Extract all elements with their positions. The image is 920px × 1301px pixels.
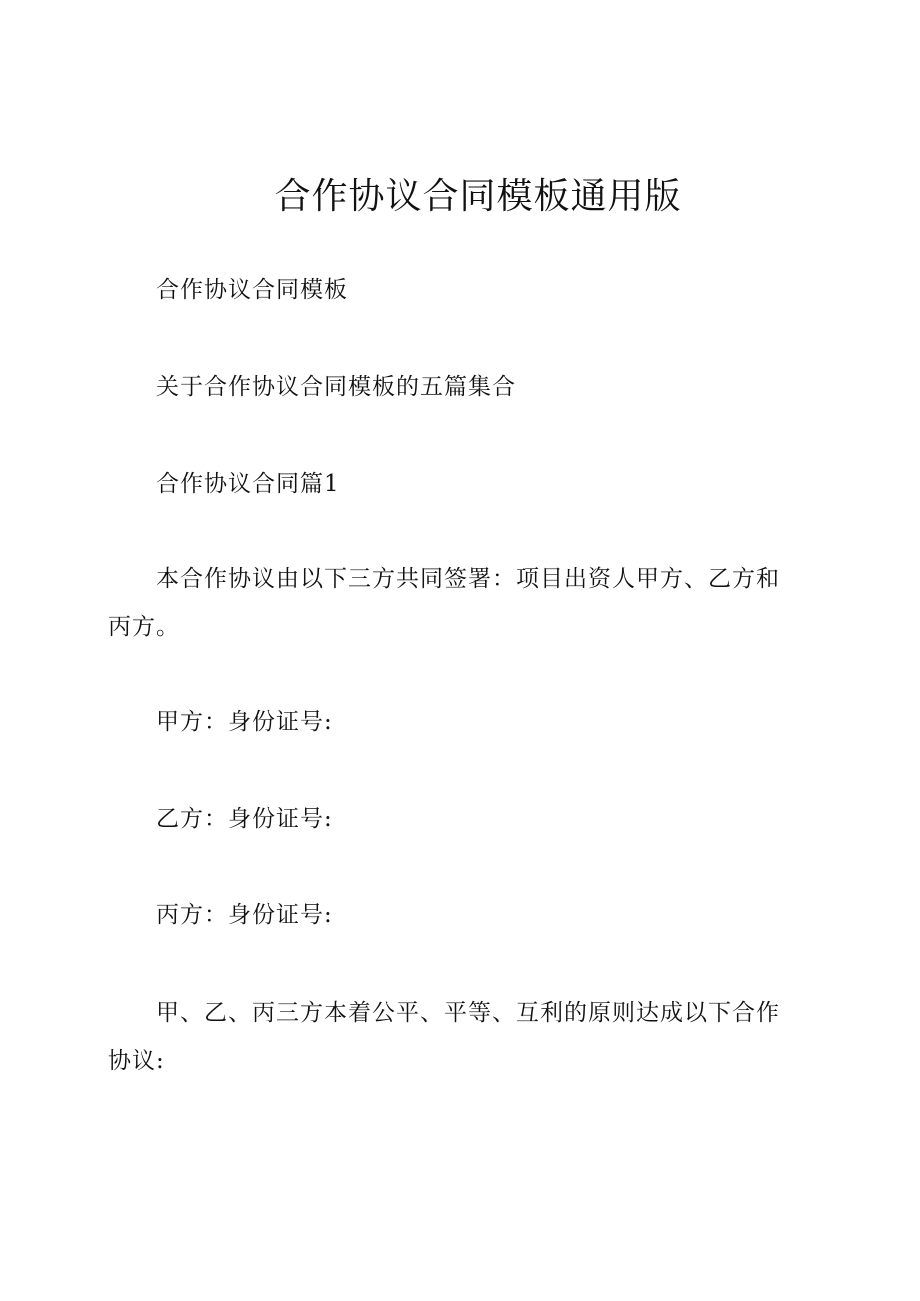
party-b-line: 乙方：身份证号:	[156, 806, 333, 832]
section-heading: 合作协议合同篇1	[156, 471, 340, 497]
agreement-intro-paragraph: 本合作协议由以下三方共同签署：项目出资人甲方、乙方和丙方。	[108, 566, 780, 640]
subtitle-paragraph: 合作协议合同模板	[156, 277, 348, 303]
document-title: 合作协议合同模板通用版	[274, 176, 682, 217]
principles-paragraph: 甲、乙、丙三方本着公平、平等、互利的原则达成以下合作协议:	[108, 1000, 780, 1074]
party-a-line: 甲方：身份证号:	[156, 709, 333, 735]
collection-intro-paragraph: 关于合作协议合同模板的五篇集合	[156, 374, 516, 400]
party-c-line: 丙方：身份证号:	[156, 902, 333, 928]
